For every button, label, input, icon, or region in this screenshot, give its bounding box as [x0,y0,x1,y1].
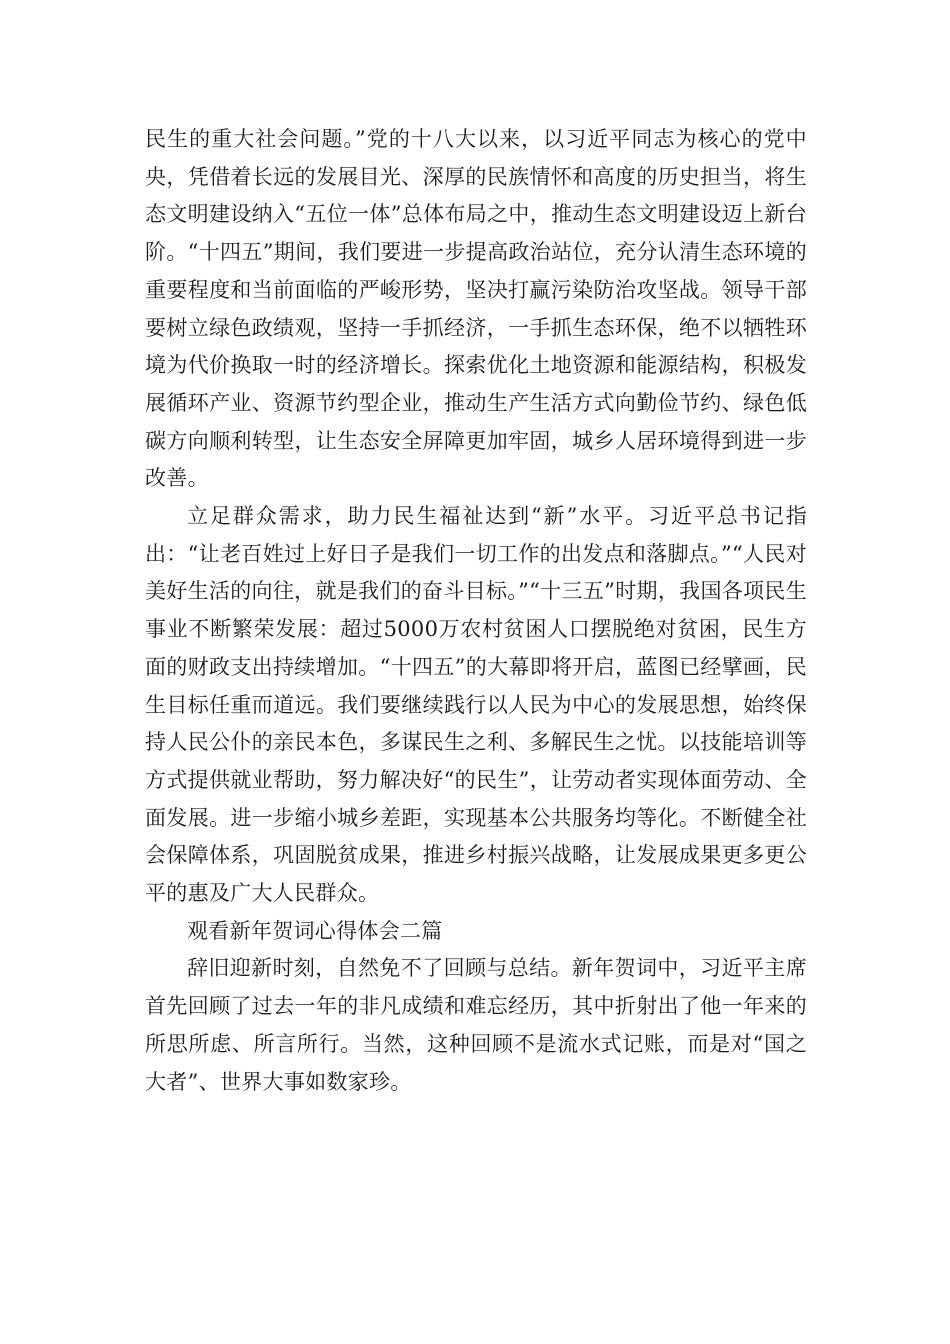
paragraph-livelihood: 立足群众需求，助力民生福祉达到“新”水平。习近平总书记指出：“让老百姓过上好日子是我们一切工作的出发点和落脚点。”“人民对美好生活的向往，就是我们的奋斗目标。”“十三五”时期，我国各项民生事业不断繁荣发展：超过5000万农村贫困人口摆脱绝对贫困，民生方面的财政支出持续增加。“十四五”的大幕即将开启，蓝图已经擘画，民生目标任重而道远。我们要继续践行以人民为中心的发展思想，始终保持人民公仆的亲民本色，多谋民生之利、多解民生之忧。以技能培训等方式提供就业帮助，努力解决好“的民生”，让劳动者实现体面劳动、全面发展。进一步缩小城乡差距，实现基本公共服务均等化。不断健全社会保障体系，巩固脱贫成果，推进乡村振兴战略，让发展成果更多更公平的惠及广大人民群众。 [145,504,807,906]
document-body [145,121,807,1101]
paragraph-ecology: 民生的重大社会问题。”党的十八大以来，以习近平同志为核心的党中央，凭借着长远的发展目光、深厚的民族情怀和高度的历史担当，将生态文明建设纳入“五位一体”总体布局之中，推动生态文明建设迈上新台阶。“十四五”期间，我们要进一步提高政治站位，充分认清生态环境的重要程度和当前面临的严峻形势，坚决打赢污染防治攻坚战。领导干部要树立绿色政绩观，坚持一手抓经济，一手抓生态环保，绝不以牺牲环境为代价换取一时的经济增长。探索优化土地资源和能源结构，积极发展循环产业、资源节约型企业，推动生产生活方式向勤俭节约、绿色低碳方向顺利转型，让生态安全屏障更加牢固，城乡人居环境得到进一步改善。 [145,127,807,491]
paragraph-new-year-address: 辞旧迎新时刻，自然免不了回顾与总结。新年贺词中，习近平主席首先回顾了过去一年的非凡成绩和难忘经历，其中折射出了他一年来的所思所虑、所言所行。当然，这种回顾不是流水式记账，而是对“国之大者”、世界大事如数家珍。 [145,956,807,1094]
section-heading: 观看新年贺词心得体会二篇 [187,918,443,943]
